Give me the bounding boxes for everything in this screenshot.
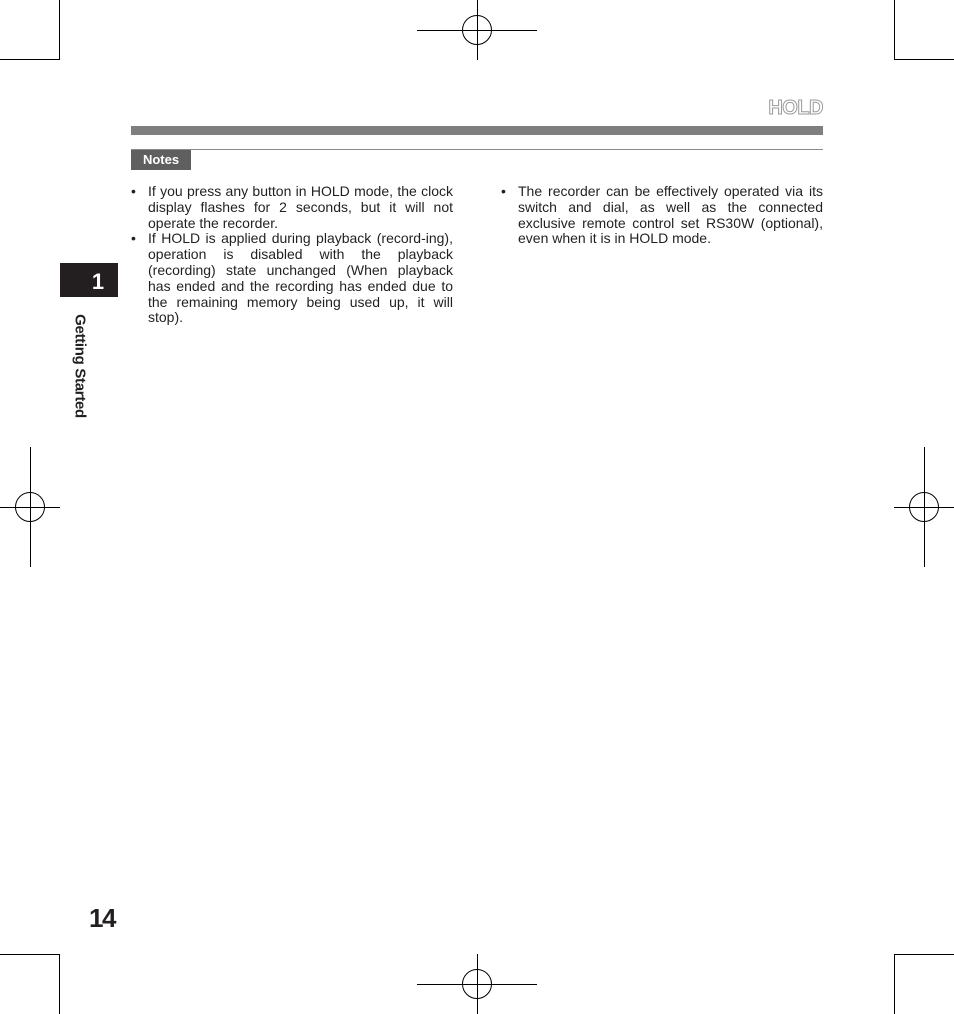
note-text: The recorder can be effectively operated via its switch and dial, as well as the connected exclusive remote control set RS30W (optional), even when it is in HOLD mode. [518, 183, 823, 247]
chapter-number-tab: 1 [60, 263, 118, 297]
note-item [131, 184, 453, 231]
bullet-icon: • [131, 183, 136, 199]
bullet-icon: • [501, 183, 506, 199]
page-number: 14 [89, 903, 115, 933]
note-item [131, 231, 453, 326]
note-text: If you press any button in HOLD mode, the clock display flashes for 2 seconds, but it will not operate the recorder. [148, 183, 453, 231]
notes-right-column [501, 184, 823, 247]
bullet-icon: • [131, 230, 136, 247]
notes-label: Notes [131, 150, 191, 170]
note-item [501, 184, 823, 247]
notes-left-column [131, 184, 453, 326]
note-text: If HOLD is applied during playback (record-ing), operation is disabled with the playback (recording) state unchanged (When playback has ended and the recording has ended due to the remaining memory being used up, it will stop). [148, 230, 453, 326]
notes-divider [131, 149, 823, 150]
section-title: HOLD [768, 97, 823, 119]
title-bar [131, 126, 823, 135]
chapter-title: Getting Started [71, 314, 89, 418]
